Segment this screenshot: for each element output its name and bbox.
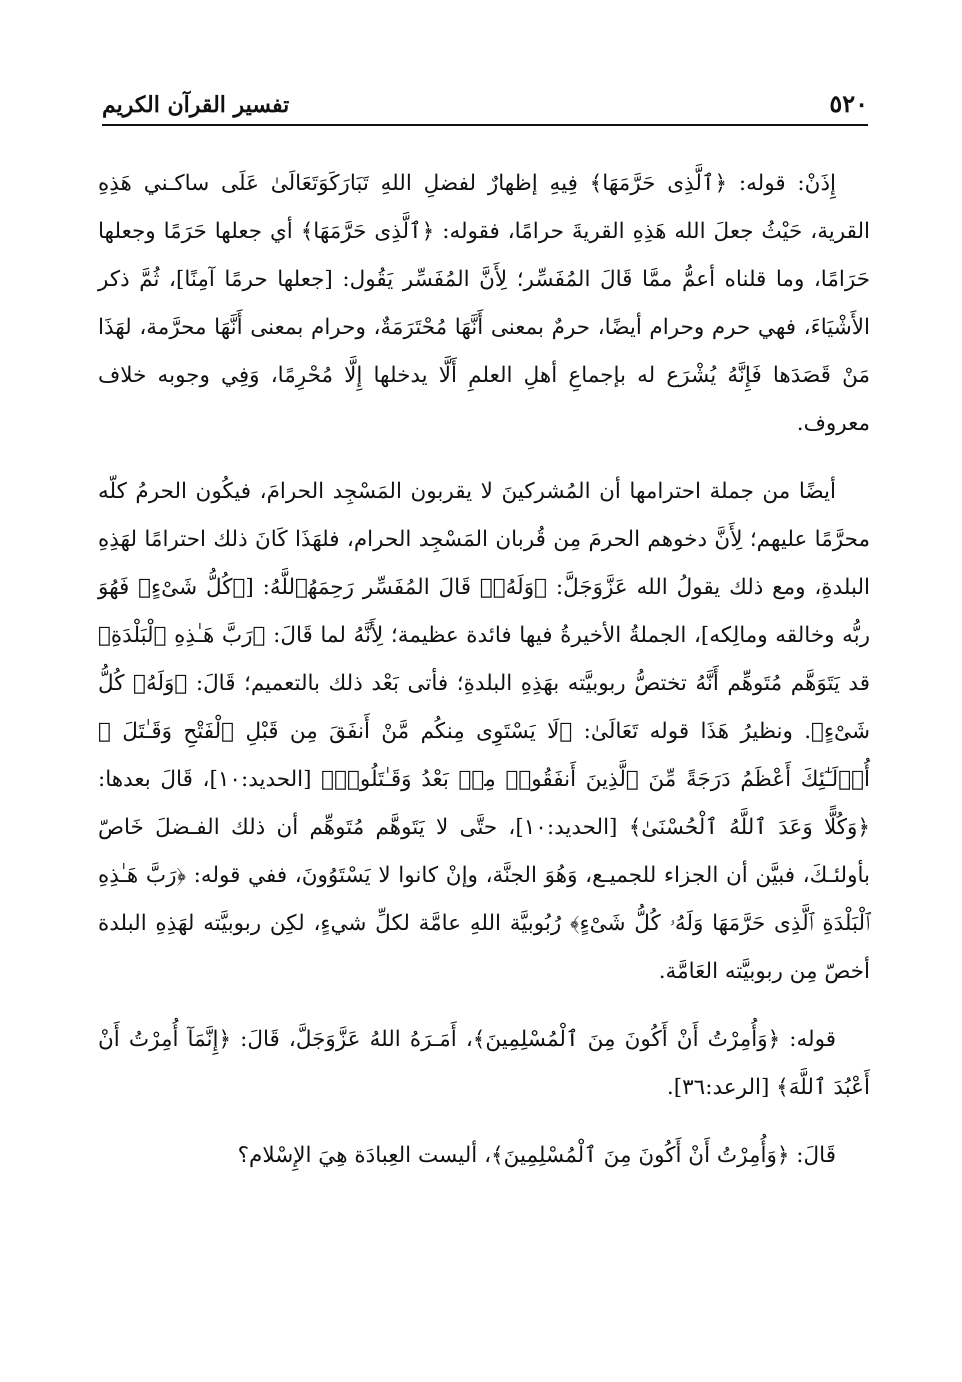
page-header <box>102 86 868 126</box>
paragraph-4: قَالَ: ﴿وَأُمِرْتُ أَنْ أَكُونَ مِنَ ٱلْمُسْلِمِينَ﴾، أليست العِبادَة هِيَ الإِسْلام؟ <box>237 1143 836 1168</box>
page-number: ٥٢٠ <box>829 89 868 118</box>
running-title: تفسير القرآن الكريم <box>102 92 290 118</box>
paragraph-3: قوله: ﴿وَأُمِرْتُ أَنْ أَكُونَ مِنَ ٱلْمُسْلِمِينَ﴾، أَمَـرَهُ اللهُ عَزَّوَجَلَّ، قَالَ: ﴿إِنَّمَآ أُمِرْتُ أَنْ أَعْبُدَ ٱللَّهَ﴾ [الرعد:٣٦]. <box>98 1027 870 1100</box>
paragraph-1: إِذَنْ: قوله: ﴿ٱلَّذِى حَرَّمَهَا﴾ فِيهِ إظهارٌ لفضلِ اللهِ تَبَارَكَوَتَعَالَىٰ عَلَى ساكـني هَذِهِ القرية، حَيْثُ جعلَ الله هَذِهِ القريةَ حرامًا، فقوله: ﴿ٱلَّذِى حَرَّمَهَا﴾ أي جعلها حَرَمًا وجعلها حَرَامًا، وما قلناه أعمُّ ممَّا قَالَ المُفَسِّر؛ لِأَنَّ المُفَسِّر يَقُول: [جعلها حرمًا آمِنًا]، ثُمَّ ذكر الأَشْيَاءَ، فهي حرم وحرام أيضًا، حرمٌ بمعنى أَنَّهَا مُحْتَرَمَةٌ، وحرام بمعنى أَنَّهَا محرَّمة، لهَذَا مَنْ قَصَدَها فَإِنَّهُ يُشْرَع له بإجماعِ أهلِ العلمِ أَلَّا يدخلها إِلَّا مُحْرِمًا، وَفِي وجوبه خلاف معروف. <box>98 171 870 436</box>
page-body <box>98 160 870 1180</box>
header-rule <box>102 124 868 126</box>
paragraph-2: أيضًا من جملة احترامها أن المُشركينَ لا يقربون المَسْجِد الحرامَ، فيكُون الحرمُ كلّه محرَّمًا عليهم؛ لِأَنَّ دخوهم الحرمَ مِن قُربان المَسْجِد الحرام، فلهَذَا كَانَ ذلك احترامًا لهَذِهِ البلدةِ، ومع ذلك يقولُ الله عَزَّوَجَلَّ: ﴿وَلَهُۥ﴾ قَالَ المُفَسِّر رَحِمَهُٱللَّهُ: [﴿كُلُّ شَىْءٍ﴾ فَهُوَ ربُّه وخالقه ومالِكه]، الجملةُ الأخيرةُ فيها فائدة عظيمة؛ لِأَنَّهُ لما قَالَ: ﴿رَبَّ هَـٰذِهِ ٱلْبَلْدَةِ﴾ قد يَتَوَهَّم مُتَوهِّم أَنَّهُ تختصُّ ربوبيَّته بهَذِهِ البلدةِ؛ فأتى بَعْد ذلك بالتعميم؛ قَالَ: ﴿وَلَهُۥ كُلُّ شَىْءٍ﴾. ونظيرُ هَذَا قوله تَعَالَىٰ: ﴿لَا يَسْتَوِى مِنكُم مَّنْ أَنفَقَ مِن قَبْلِ ٱلْفَتْحِ وَقَـٰتَلَ ۚ أُو۟لَـٰٓئِكَ أَعْظَمُ دَرَجَةً مِّنَ ٱلَّذِينَ أَنفَقُوا۟ مِنۢ بَعْدُ وَقَـٰتَلُوا۟﴾ [الحديد:١٠]، قَالَ بعدها: ﴿وَكُلًّا وَعَدَ ٱللَّهُ ٱلْحُسْنَىٰ﴾ [الحديد:١٠]، حتَّى لا يَتَوهَّم مُتَوهِّم أن ذلك الفـضلَ خَاصّ بأولئـكَ، فبيَّن أن الجزاء للجميـع، وَهُوَ الجنَّة، وإنْ كانوا لا يَسْتَوُونَ، ففي قوله: ﴿رَبَّ هَـٰذِهِ ٱلْبَلْدَةِ ٱلَّذِى حَرَّمَهَا وَلَهُۥ كُلُّ شَىْءٍ﴾ رُبُوبيَّة اللهِ عامَّة لكلِّ شيءٍ، لكِن ربوبيَّته لهَذِهِ البلدة أخصّ مِن ربوبيَّته العَامَّة. <box>98 479 870 984</box>
